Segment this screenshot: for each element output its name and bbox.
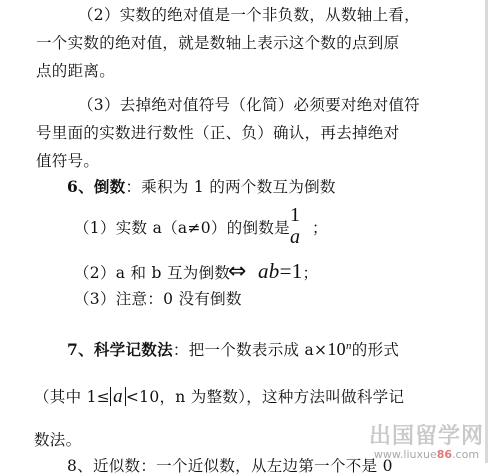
fraction-numerator: 1 xyxy=(290,204,300,226)
absolute-value-a: a xyxy=(113,386,123,407)
watermark-title: 出国留学网 xyxy=(368,424,484,449)
watermark-url-pre: www.liuxue xyxy=(373,448,437,461)
watermark-url xyxy=(369,449,484,461)
power-base: 10 xyxy=(327,339,346,360)
fraction-one-over-a xyxy=(288,204,302,248)
fraction-denominator: a xyxy=(290,226,300,248)
site-watermark xyxy=(369,425,484,461)
reciprocal-item-2-math xyxy=(258,259,318,285)
section-7-heading-bold: 7、科学记数法 xyxy=(67,340,173,360)
watermark-url-accent: 86 xyxy=(436,448,453,461)
section-6-heading xyxy=(67,177,336,197)
section-6-heading-bold: 6、倒数 xyxy=(67,177,126,196)
math-ab: ab xyxy=(258,259,280,283)
section-7-line-2-pre: （其中 1≤ xyxy=(34,388,111,406)
section-7-line-2-post: <10，n 为整数），这种方法叫做科学记 xyxy=(125,388,405,406)
watermark-url-post: .com xyxy=(452,448,480,461)
math-equals-one: =1 xyxy=(279,259,303,283)
absolute-value xyxy=(110,387,126,406)
paragraph-3-line-3: 值符号。 xyxy=(36,152,100,170)
section-7-heading-rest: ：把一个数表示成 a× xyxy=(172,341,328,360)
paragraph-3-line-1: （3）去掉绝对值符号（化简）必须要对绝对值符 xyxy=(78,96,420,114)
reciprocal-item-1 xyxy=(74,218,290,238)
power-exponent: n xyxy=(345,340,352,352)
reciprocal-item-2-tail: ； xyxy=(302,264,318,282)
section-7-heading xyxy=(67,336,399,360)
reciprocal-item-1-text: （1）实数 a（a≠0）的倒数是 xyxy=(74,219,290,237)
section-7-heading-tail: 的形式 xyxy=(351,341,400,360)
section-7-line-2 xyxy=(34,387,404,407)
section-6-heading-rest: ：乘积为 1 的两个数互为倒数 xyxy=(125,178,336,196)
section-8-partial-text: 8、近似数：一个近似数，从左边第一个不是 0 xyxy=(67,457,393,475)
paragraph-2-line-3: 点的距离。 xyxy=(36,62,116,80)
reciprocal-item-1-tail: ； xyxy=(312,219,328,237)
reciprocal-item-3: （3）注意：0 没有倒数 xyxy=(74,290,242,308)
paragraph-2-line-1: （2）实数的绝对值是一个非负数，从数轴上看， xyxy=(78,6,420,24)
paragraph-3-line-2: 号里面的实数进行数性（正、负）确认，再去掉绝对 xyxy=(36,124,400,142)
section-7-line-3: 数法。 xyxy=(34,431,82,449)
reciprocal-item-2 xyxy=(74,263,230,283)
equivalence-arrow-icon: ⇔ xyxy=(228,259,247,284)
reciprocal-item-2-text: （2）a 和 b 互为倒数 xyxy=(74,264,231,282)
paragraph-2-line-2: 一个实数的绝对值，就是数轴上表示这个数的点到原 xyxy=(36,34,400,52)
section-8-partial-line xyxy=(67,456,393,475)
